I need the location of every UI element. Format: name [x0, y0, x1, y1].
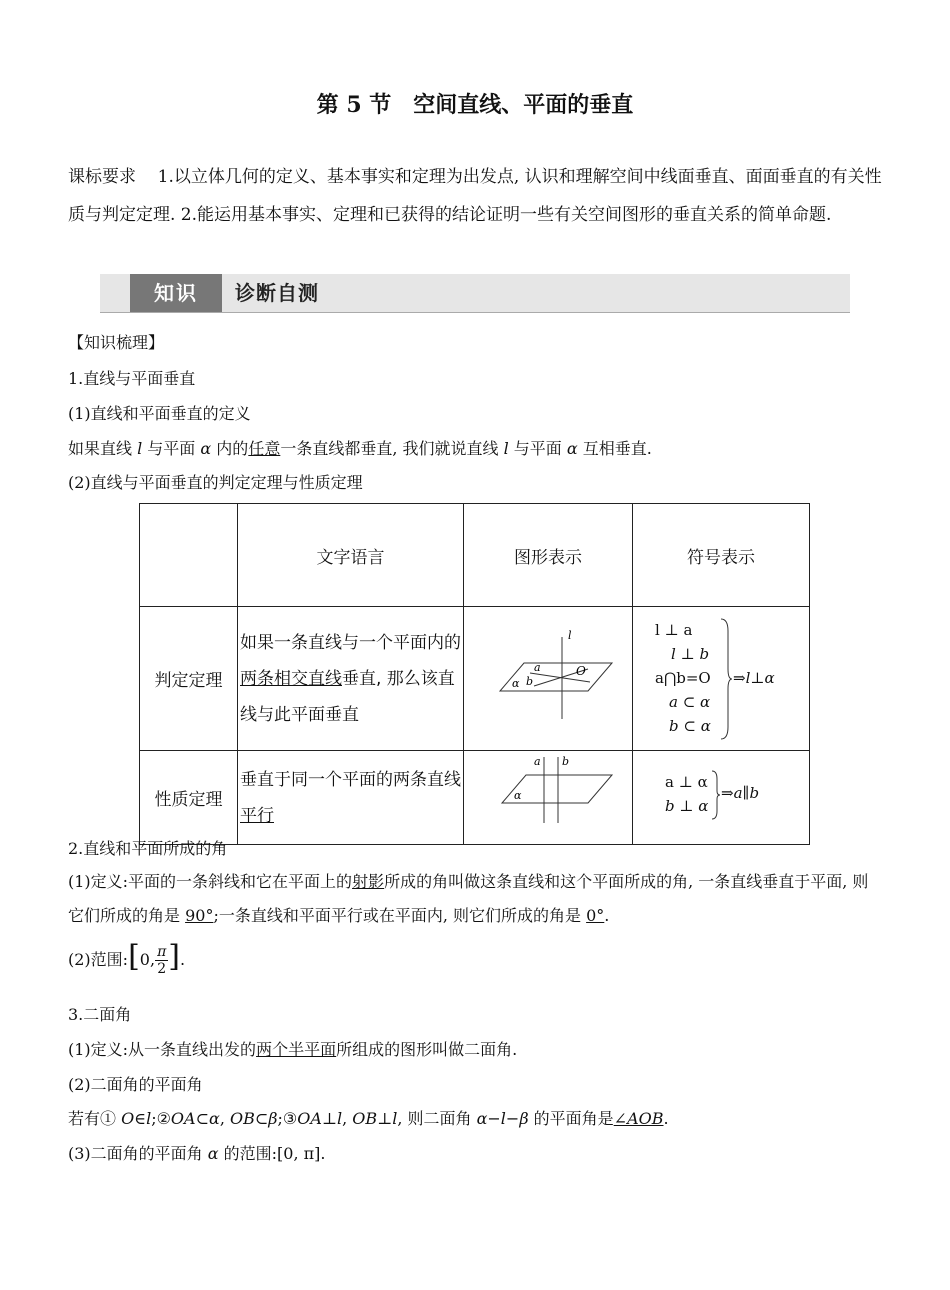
row1-text-b: 垂直, 那么该直线与此平面垂直 — [240, 668, 455, 725]
row2-sym-result: ⇒a∥b — [721, 784, 760, 802]
cond-var: α — [209, 1109, 220, 1128]
def-answer-any: 任意 — [248, 439, 281, 458]
table-header-row — [140, 504, 810, 607]
label-b: b — [562, 755, 570, 768]
cond-text: 的平面角是 — [528, 1109, 614, 1128]
frac-denominator: 2 — [157, 961, 167, 977]
angle-definition — [68, 865, 883, 933]
row1-text — [238, 607, 464, 751]
row2-figure — [464, 751, 633, 845]
section-banner — [100, 274, 850, 313]
row1-symbol — [633, 607, 810, 751]
frac-numerator: π — [157, 944, 167, 960]
banner-light-label: 诊断自测 — [235, 281, 319, 305]
row1-sym-line: l ⊥ b — [671, 645, 710, 663]
row1-sym-line: l ⊥ a — [655, 621, 693, 639]
range-text: 的范围:[0, π]. — [218, 1144, 326, 1163]
right-bracket: ] — [168, 938, 180, 974]
label-l: l — [568, 629, 572, 642]
s3-def-a: (1)定义:从一条直线出发的 — [68, 1040, 257, 1059]
right-brace — [711, 769, 721, 821]
row1-text-a: 如果一条直线与一个平面内的 — [240, 632, 461, 653]
cond-var: O — [121, 1109, 135, 1128]
cond-text: , — [342, 1109, 353, 1128]
s3-answer-half-planes: 两个半平面 — [256, 1040, 337, 1059]
def-part-f: 互相垂直. — [577, 439, 652, 458]
row2-name: 性质定理 — [140, 751, 238, 845]
header-symbol: 符号表示 — [633, 504, 810, 607]
section1-heading: 1.直线与平面垂直 — [68, 369, 196, 388]
section3-heading: 3.二面角 — [68, 1005, 132, 1024]
cond-var: β — [268, 1109, 278, 1128]
label-a: a — [534, 755, 541, 768]
row1-figure — [464, 607, 633, 751]
row1-sym-line: a⋂b=O — [655, 669, 711, 687]
cond-text: ⊥ — [377, 1109, 393, 1128]
cond-text: ⊥ — [321, 1109, 337, 1128]
right-brace — [719, 617, 733, 741]
def-part-c: 内的 — [211, 439, 249, 458]
s2-def-b: 所成的角叫做这条直线和这个平面所成的角, 一条直线垂直于平面, 则它们所成的角是 — [68, 872, 869, 925]
s2-answer-0: 0° — [586, 906, 605, 925]
cond-var: OA — [170, 1109, 196, 1128]
s3-def-b: 所组成的图形叫做二面角. — [336, 1040, 518, 1059]
label-a: a — [534, 661, 541, 674]
label-alpha: α — [514, 789, 522, 802]
s2-def-d: . — [604, 906, 610, 925]
def-part-d: 一条直线都垂直, 我们就说直线 — [280, 439, 504, 458]
row2-symbol — [633, 751, 810, 845]
row2-text — [238, 751, 464, 845]
def-var-alpha2: α — [566, 439, 578, 458]
curriculum-requirement — [68, 158, 883, 234]
range-var: α — [207, 1144, 219, 1163]
requirement-text: 1.以立体几何的定义、基本事实和定理为出发点, 认识和理解空间中线面垂直、面面垂直的有关性质与判定定理. 2.能运用基本事实、定理和已获得的结论证明一些有关空间图形的垂直关系的简单命题. — [68, 167, 882, 225]
cond-text: ⊂ — [195, 1109, 209, 1128]
range-zero: 0 — [139, 950, 150, 969]
cond-var: OA — [297, 1109, 322, 1128]
cond-var: l — [336, 1109, 343, 1128]
row1-sym-result: ⇒l⊥α — [733, 669, 775, 687]
left-bracket: [ — [128, 938, 140, 974]
cond-var: α−l−β — [476, 1109, 529, 1128]
s2-def-c: ;一条直线和平面平行或在平面内, 则它们所成的角是 — [213, 906, 587, 925]
label-alpha: α — [512, 677, 520, 690]
knowledge-sort-heading: 【知识梳理】 — [68, 333, 165, 352]
cond-text: , — [219, 1109, 230, 1128]
row1-sym-line: b ⊂ α — [669, 717, 711, 735]
range-text: (3)二面角的平面角 — [68, 1144, 208, 1163]
parallel-lines-diagram — [464, 751, 632, 840]
cond-var: l — [392, 1109, 398, 1128]
section1-sub2: (2)直线与平面垂直的判定定理与性质定理 — [68, 473, 363, 492]
cond-text: ;② — [151, 1109, 171, 1128]
header-figure: 图形表示 — [464, 504, 633, 607]
s2-def-a: (1)定义:平面的一条斜线和它在平面上的 — [68, 872, 353, 891]
header-empty — [140, 504, 238, 607]
row2-text-underline: 平行 — [240, 805, 274, 826]
s2-answer-90: 90° — [185, 906, 214, 925]
plane-angle-condition — [68, 1106, 669, 1129]
row2-sym-line: a ⊥ α — [665, 773, 708, 791]
row1-name: 判定定理 — [140, 607, 238, 751]
requirement-label: 课标要求 — [68, 167, 136, 187]
perpendicular-definition — [68, 436, 652, 459]
label-b: b — [526, 675, 534, 688]
banner-dark-label: 知识 — [130, 274, 222, 312]
pi-over-two — [155, 944, 168, 977]
row2-text-a: 垂直于同一个平面的两条直线 — [240, 769, 461, 790]
cond-text: ;③ — [277, 1109, 298, 1128]
page-title: 第 5 节 空间直线、平面的垂直 — [316, 92, 634, 118]
row1-text-underline: 两条相交直线 — [240, 668, 342, 689]
cond-var: OB — [229, 1109, 255, 1128]
theorem-table — [139, 503, 810, 845]
def-part-a: 如果直线 — [68, 439, 138, 458]
cond-var: l — [146, 1109, 152, 1128]
header-text-language: 文字语言 — [238, 504, 464, 607]
table-row — [140, 607, 810, 751]
def-part-e: 与平面 — [508, 439, 567, 458]
cond-text: 若有① — [68, 1109, 122, 1128]
row2-symbol-group — [633, 753, 809, 842]
def-var-l2: l — [503, 439, 509, 458]
dihedral-definition — [68, 1037, 517, 1060]
section1-sub1: (1)直线和平面垂直的定义 — [68, 404, 251, 423]
cond-text: , 则二面角 — [397, 1109, 477, 1128]
section2-heading: 2.直线和平面所成的角 — [68, 839, 228, 858]
cond-answer-angle-aob: ∠AOB — [613, 1109, 664, 1128]
cond-text: ∈ — [134, 1109, 147, 1128]
cond-text: . — [663, 1109, 669, 1128]
def-part-b: 与平面 — [142, 439, 201, 458]
angle-range: (2)范围:[0, $\frac{\pi}{2}$ ]. — [68, 938, 186, 977]
def-var-l: l — [137, 439, 143, 458]
table-row — [140, 751, 810, 845]
label-O: O — [576, 664, 586, 678]
range-label: (2)范围: — [68, 950, 129, 969]
section3-sub2: (2)二面角的平面角 — [68, 1075, 203, 1094]
row2-sym-line: b ⊥ α — [665, 797, 709, 815]
cond-text: ⊂ — [254, 1109, 269, 1128]
def-var-alpha: α — [200, 439, 212, 458]
line-plane-perpendicular-diagram — [464, 607, 632, 746]
row1-symbol-group — [633, 609, 809, 748]
s2-answer-projection: 射影 — [352, 872, 385, 891]
plane-angle-range — [68, 1141, 326, 1164]
cond-var: OB — [352, 1109, 378, 1128]
row1-sym-line: a ⊂ α — [669, 693, 711, 711]
